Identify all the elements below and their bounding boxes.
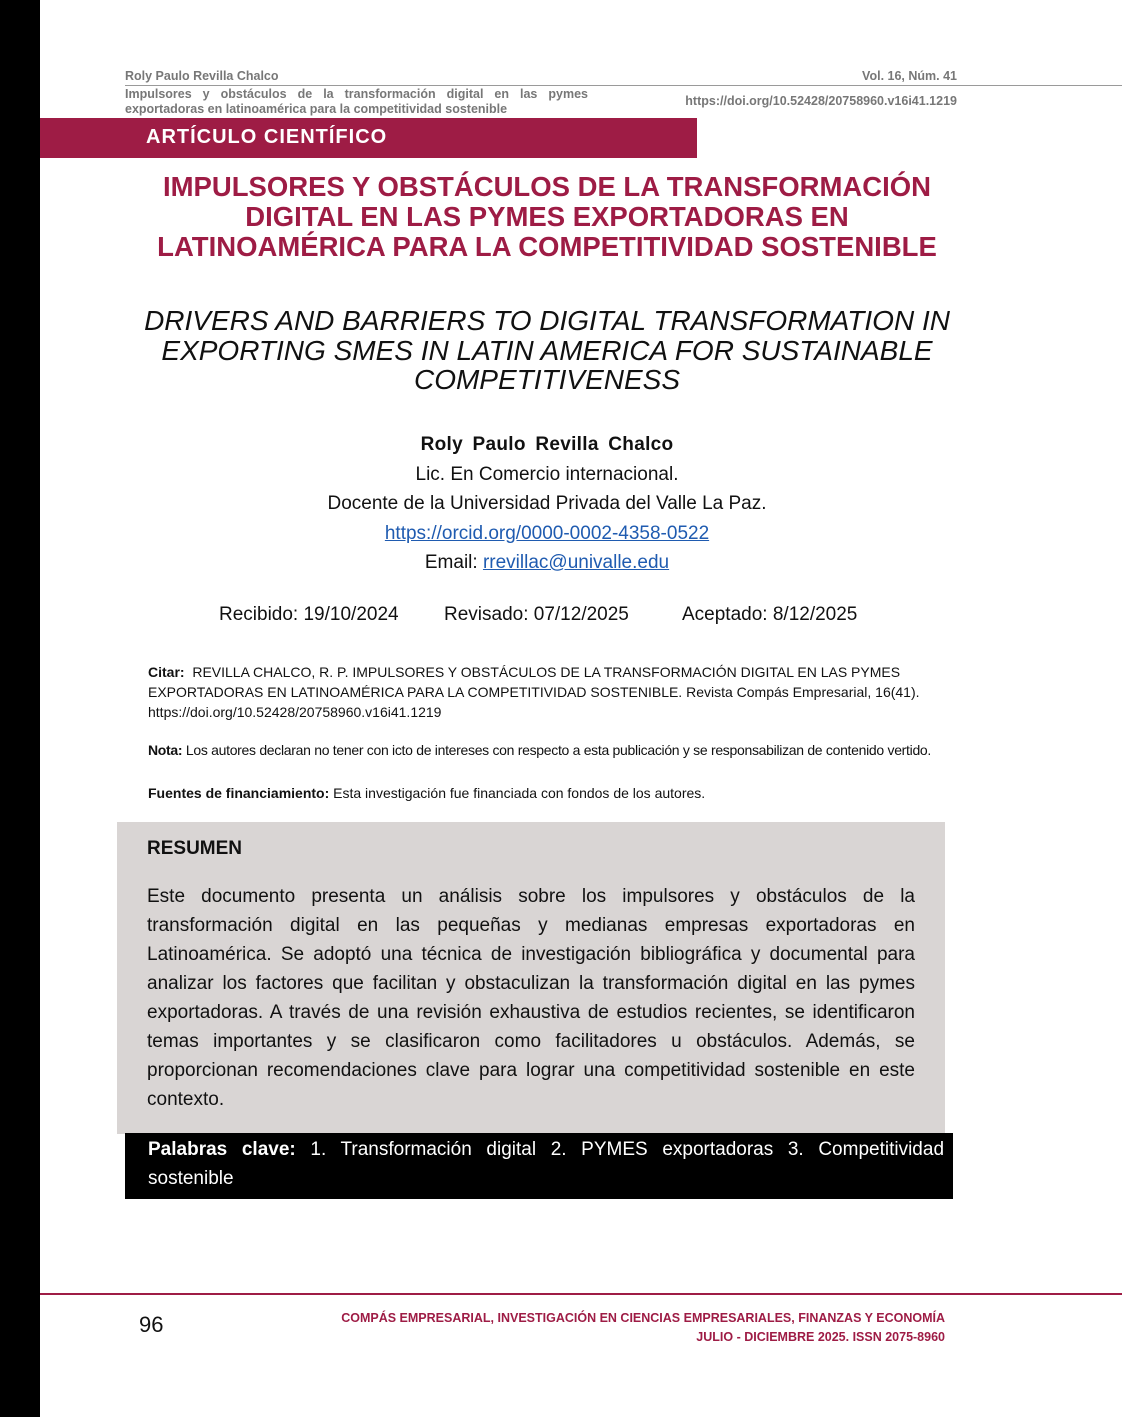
abstract-title: RESUMEN (147, 838, 243, 859)
header-divider (125, 85, 1122, 86)
funding-label: Fuentes de financiamiento: (148, 785, 330, 801)
keywords-label: Palabras clave: (148, 1139, 296, 1160)
footer-divider (40, 1293, 1122, 1295)
author-email-line (130, 548, 964, 578)
note (148, 740, 948, 760)
note-text: Los autores declaran no tener con icto de intereses con respecto a esta publicación y se responsabilizan de contenido vertido. (185, 742, 932, 758)
title-english: DRIVERS AND BARRIERS TO DIGITAL TRANSFORMATION IN EXPORTING SMES IN LATIN AMERICA FOR SUSTAINABLE COMPETITIVENESS (144, 305, 950, 395)
journal-issue: JULIO - DICIEMBRE 2025. ISSN 2075-8960 (696, 1330, 945, 1344)
author-block (130, 430, 964, 578)
author-affiliation: Docente de la Universidad Privada del Valle La Paz. (327, 493, 767, 514)
email-link[interactable]: rrevillac@univalle.edu (482, 552, 670, 573)
header-author: Roly Paulo Revilla Chalco (125, 69, 279, 83)
title-spanish: IMPULSORES Y OBSTÁCULOS DE LA TRANSFORMACIÓN DIGITAL EN LAS PYMES EXPORTADORAS EN LATINOAMÉRICA PARA LA COMPETITIVIDAD SOSTENIBLE (157, 171, 937, 262)
funding (148, 783, 948, 803)
date-revised: Revisado: 07/12/2025 (444, 604, 629, 625)
date-received: Recibido: 19/10/2024 (219, 604, 399, 625)
keywords-text: 1. Transformación digital 2. PYMES exportadoras 3. Competitividad sostenible (148, 1139, 945, 1189)
abstract-box (117, 822, 945, 1134)
header-doi-link[interactable]: https://doi.org/10.52428/20758960.v16i41.1219 (685, 94, 957, 108)
citation-label: Citar: (148, 664, 185, 680)
citation (148, 662, 948, 722)
left-margin-bar (0, 0, 40, 1417)
email-label: Email: (424, 552, 478, 573)
header-volume: Vol. 16, Núm. 41 (862, 69, 957, 83)
date-accepted: Aceptado: 8/12/2025 (682, 604, 858, 625)
author-name: Roly Paulo Revilla Chalco (420, 434, 674, 455)
citation-text: REVILLA CHALCO, R. P. IMPULSORES Y OBSTÁCULOS DE LA TRANSFORMACIÓN DIGITAL EN LAS PYMES EXPORTADORAS EN LATINOAMÉRICA PARA LA COMPETITIVIDAD SOSTENIBLE. Revista Compás Empresarial, 16(41). https://doi.org/10.52428/20758960.v16i41.1219 (148, 664, 920, 720)
keywords-box (125, 1133, 953, 1199)
note-label: Nota: (148, 742, 183, 758)
journal-name: COMPÁS EMPRESARIAL, INVESTIGACIÓN EN CIENCIAS EMPRESARIALES, FINANZAS Y ECONOMÍA (341, 1311, 945, 1325)
article-type-banner (40, 118, 697, 158)
article-type-label: ARTÍCULO CIENTÍFICO (146, 126, 388, 148)
keywords (148, 1135, 944, 1193)
header-short-title: Impulsores y obstáculos de la transformación digital en las pymes exportadoras en latinoamérica para la competitividad sostenible (125, 87, 588, 116)
author-degree: Lic. En Comercio internacional. (415, 463, 679, 485)
orcid-link[interactable]: https://orcid.org/0000-0002-4358-0522 (384, 522, 710, 544)
funding-text: Esta investigación fue financiada con fondos de los autores. (333, 785, 706, 801)
abstract-text: Este documento presenta un análisis sobre los impulsores y obstáculos de la transformación digital en las pequeñas y medianas empresas exportadoras en Latinoamérica. Se adoptó una técnica de investigación bibliográfica y documental para analizar los factores que facilitan y obstaculizan la transformación digital en las pymes exportadoras. A través de una revisión exhaustiva de estudios recientes, se identificaron temas importantes y se clasificaron como facilitadores u obstáculos. Además, se proporcionan recomendaciones clave para lograr una competitividad sostenible en este contexto. (147, 886, 915, 1110)
page-number: 96 (139, 1312, 164, 1337)
